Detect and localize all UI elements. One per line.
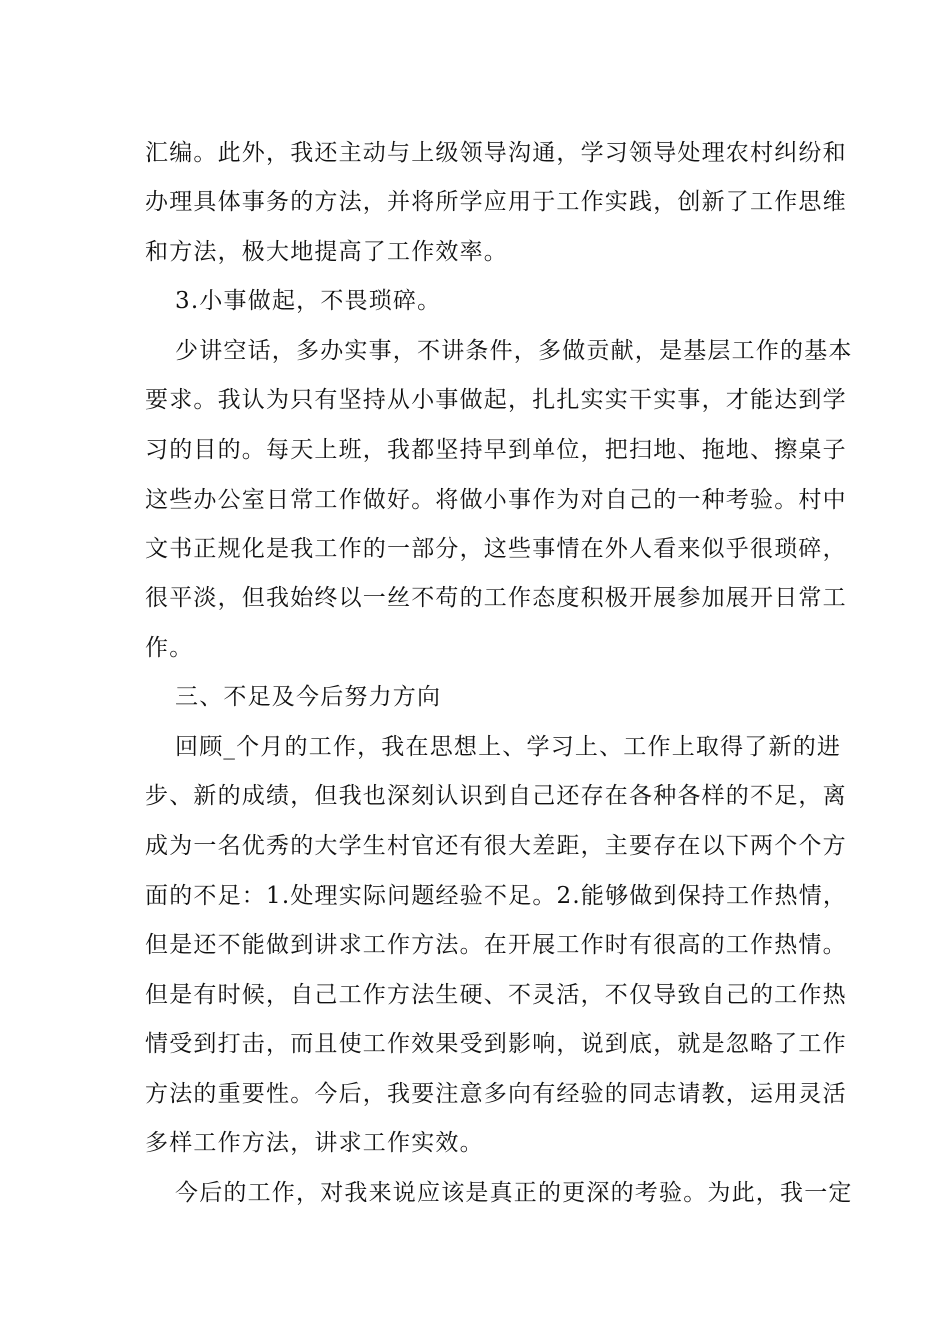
section-heading: 3.小事做起，不畏琐碎。: [175, 288, 442, 314]
paragraph-line: 但是有时候，自己工作方法生硬、不灵活，不仅导致自己的工作热: [145, 982, 847, 1008]
paragraph-line: 汇编。此外，我还主动与上级领导沟通，学习领导处理农村纠纷和: [145, 140, 847, 166]
paragraph-line: 办理具体事务的方法，并将所学应用于工作实践，创新了工作思维: [145, 189, 847, 215]
paragraph-line: 作。: [145, 635, 194, 661]
paragraph-line: 步、新的成绩，但我也深刻认识到自己还存在各种各样的不足，离: [145, 783, 847, 809]
paragraph-line: 文书正规化是我工作的一部分，这些事情在外人看来似乎很琐碎，: [145, 536, 847, 562]
paragraph-line: 要求。我认为只有坚持从小事做起，扎扎实实干实事，才能达到学: [145, 387, 847, 413]
paragraph-line: 今后的工作，对我来说应该是真正的更深的考验。为此，我一定: [175, 1180, 853, 1206]
paragraph-line: 少讲空话，多办实事，不讲条件，多做贡献，是基层工作的基本: [175, 338, 853, 364]
paragraph-line: 这些办公室日常工作做好。将做小事作为对自己的一种考验。村中: [145, 487, 847, 513]
paragraph-line: 多样工作方法，讲求工作实效。: [145, 1130, 484, 1156]
section-heading: 三、不足及今后努力方向: [175, 684, 442, 710]
paragraph-line: 情受到打击，而且使工作效果受到影响，说到底，就是忽略了工作: [145, 1031, 847, 1057]
paragraph-line: 很平淡，但我始终以一丝不苟的工作态度积极开展参加展开日常工: [145, 585, 847, 611]
paragraph-line: 回顾_个月的工作，我在思想上、学习上、工作上取得了新的进: [175, 734, 842, 760]
paragraph-line: 和方法，极大地提高了工作效率。: [145, 239, 508, 265]
paragraph-line: 方法的重要性。今后，我要注意多向有经验的同志请教，运用灵活: [145, 1081, 847, 1107]
paragraph-line: 成为一名优秀的大学生村官还有很大差距，主要存在以下两个个方: [145, 833, 847, 859]
paragraph-line: 但是还不能做到讲求工作方法。在开展工作时有很高的工作热情。: [145, 932, 847, 958]
paragraph-line: 习的目的。每天上班，我都坚持早到单位，把扫地、拖地、擦桌子: [145, 437, 847, 463]
paragraph-line: 面的不足：1.处理实际问题经验不足。2.能够做到保持工作热情，: [145, 883, 848, 909]
